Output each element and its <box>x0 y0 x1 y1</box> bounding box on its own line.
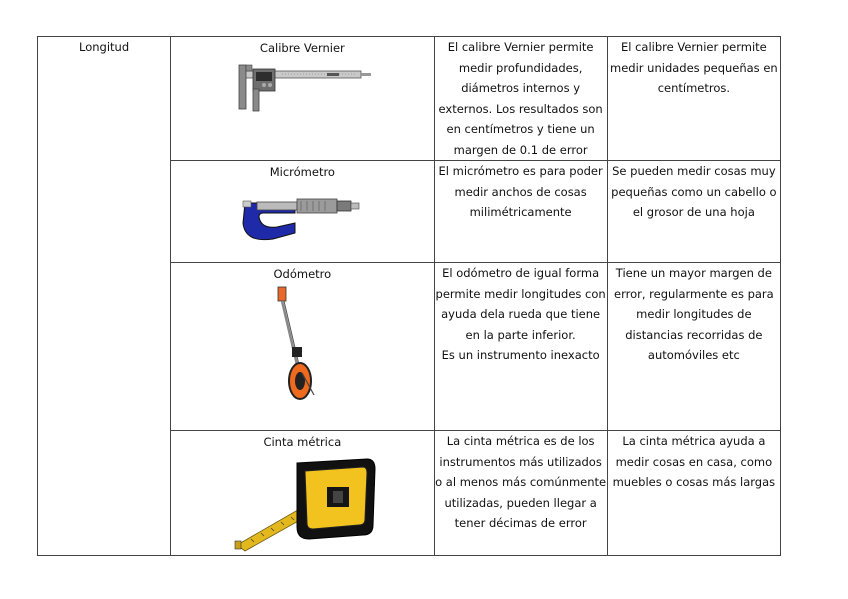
table-row <box>38 37 781 161</box>
note-cell: La cinta métrica ayuda a medir cosas en casa, como muebles o cosas más largas <box>607 431 780 556</box>
note-cell: Se pueden medir cosas muy pequeñas como un cabello o el grosor de una hoja <box>607 161 780 263</box>
note-cell: El calibre Vernier permite medir unidades pequeñas en centímetros. <box>607 37 780 161</box>
instrument-cell <box>171 431 434 556</box>
instrument-name: Odómetro <box>273 267 332 281</box>
instrument-cell <box>171 37 434 161</box>
category-cell: Longitud <box>38 37 171 556</box>
tape-measure-icon <box>227 453 377 553</box>
description-cell: La cinta métrica es de los instrumentos más utilizados o al menos más comúnmente utilizadas, pueden llegar a tener décimas de error <box>434 431 607 556</box>
vernier-caliper-icon <box>227 59 377 119</box>
instrument-cell <box>171 161 434 263</box>
instruments-table <box>37 36 781 556</box>
note-cell: Tiene un mayor margen de error, regularmente es para medir longitudes de distancias recorridas de automóviles etc <box>607 263 780 431</box>
micrometer-icon <box>237 183 367 243</box>
description-cell: El odómetro de igual forma permite medir longitudes con ayuda dela rueda que tiene en la parte inferior. Es un instrumento inexacto <box>434 263 607 431</box>
instrument-name: Cinta métrica <box>263 435 342 449</box>
description-cell: El calibre Vernier permite medir profundidades, diámetros internos y externos. Los resultados son en centímetros y tiene un margen de 0.1 de error <box>434 37 607 161</box>
description-cell: El micrómetro es para poder medir anchos de cosas milimétricamente <box>434 161 607 263</box>
instrument-cell <box>171 263 434 431</box>
instrument-name: Micrómetro <box>269 165 335 179</box>
odometer-wheel-icon <box>272 285 332 401</box>
instrument-name: Calibre Vernier <box>259 41 345 55</box>
